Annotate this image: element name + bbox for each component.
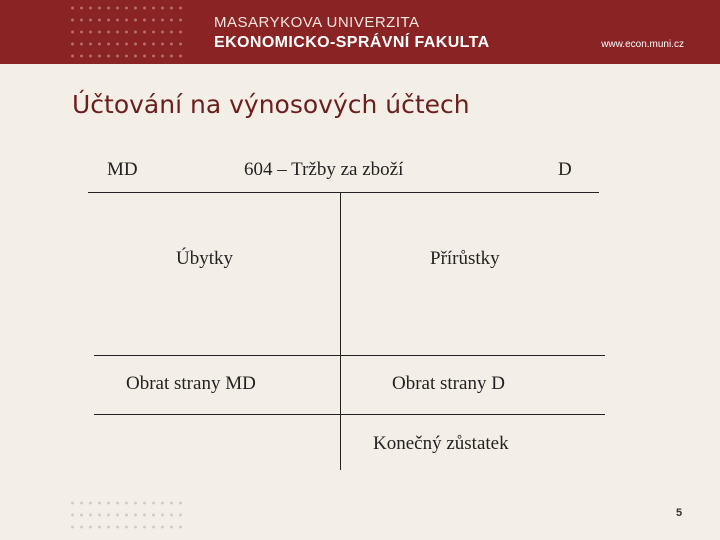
right-turnover: Obrat strany D — [392, 373, 505, 394]
right-entry: Přírůstky — [430, 248, 500, 269]
d-label: D — [558, 159, 572, 180]
faculty-name: EKONOMICKO-SPRÁVNÍ FAKULTA — [214, 34, 490, 51]
left-turnover: Obrat strany MD — [126, 373, 256, 394]
header-bar — [0, 0, 720, 64]
page-number: 5 — [676, 507, 683, 519]
turnover-upper-rule — [94, 355, 605, 356]
logo-pattern — [68, 2, 188, 62]
left-entry: Úbytky — [176, 248, 233, 269]
turnover-lower-rule — [94, 414, 605, 415]
university-name: MASARYKOVA UNIVERZITA — [214, 14, 420, 31]
center-divider — [340, 193, 341, 470]
slide-title: Účtování na výnosových účtech — [72, 90, 470, 119]
website-link[interactable]: www.econ.muni.cz — [601, 39, 684, 50]
top-rule — [88, 192, 599, 193]
ending-balance: Konečný zůstatek — [373, 433, 509, 454]
account-name: 604 – Tržby za zboží — [244, 159, 404, 180]
footer-pattern — [68, 497, 188, 537]
md-label: MD — [107, 159, 138, 180]
